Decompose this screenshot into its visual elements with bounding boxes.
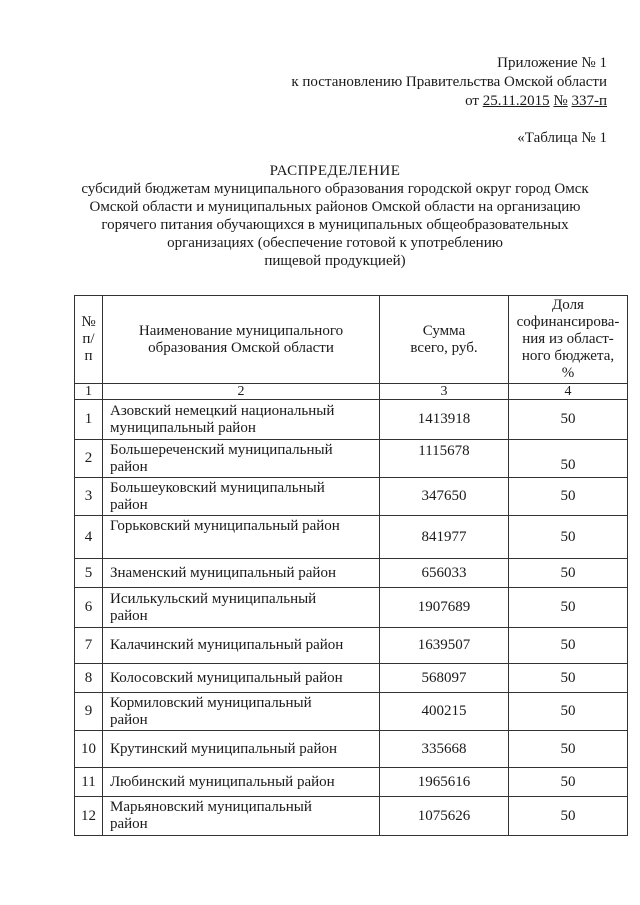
table-header-row <box>75 296 628 384</box>
appendix-line-1: Приложение № 1 <box>497 55 607 71</box>
row-num: 5 <box>75 559 103 588</box>
row-sum: 1965616 <box>380 768 509 797</box>
row-share: 50 <box>509 516 628 559</box>
row-name: Любинский муниципальный район <box>103 768 380 797</box>
row-sum: 1639507 <box>380 628 509 664</box>
row-sum: 335668 <box>380 731 509 768</box>
document-title <box>70 162 600 270</box>
column-number: 1 <box>75 384 103 400</box>
appendix-from-label: от <box>465 93 479 109</box>
row-name: Большереченский муниципальный район <box>103 440 380 478</box>
table-row <box>75 588 628 628</box>
row-sum: 1907689 <box>380 588 509 628</box>
row-name: Горьковский муниципальный район <box>103 516 380 559</box>
row-num: 11 <box>75 768 103 797</box>
header-share: Доля софинансирова- ния из област- ного бюджета, % <box>509 296 628 384</box>
row-num: 4 <box>75 516 103 559</box>
row-sum: 656033 <box>380 559 509 588</box>
header-sum: Сумма всего, руб. <box>380 296 509 384</box>
row-sum: 347650 <box>380 478 509 516</box>
column-number: 3 <box>380 384 509 400</box>
appendix-block <box>291 54 607 111</box>
row-share: 50 <box>509 731 628 768</box>
row-num: 10 <box>75 731 103 768</box>
row-num: 1 <box>75 400 103 440</box>
row-name: Исилькульский муниципальный район <box>103 588 380 628</box>
row-share: 50 <box>509 440 628 478</box>
row-share: 50 <box>509 768 628 797</box>
table-row <box>75 768 628 797</box>
table-row <box>75 731 628 768</box>
distribution-table <box>74 295 628 836</box>
table-label: «Таблица № 1 <box>517 130 607 146</box>
row-name: Азовский немецкий национальный муниципальный район <box>103 400 380 440</box>
row-num: 3 <box>75 478 103 516</box>
row-num: 2 <box>75 440 103 478</box>
appendix-number-sign: № <box>553 93 568 109</box>
row-sum: 1075626 <box>380 797 509 836</box>
appendix-date: 25.11.2015 <box>482 93 550 109</box>
row-name: Знаменский муниципальный район <box>103 559 380 588</box>
title-line-1: субсидий бюджетам муниципального образования городской округ город Омск <box>81 181 589 197</box>
appendix-number: 337-п <box>571 93 607 109</box>
row-sum: 841977 <box>380 516 509 559</box>
row-share: 50 <box>509 664 628 693</box>
row-num: 8 <box>75 664 103 693</box>
row-name: Колосовский муниципальный район <box>103 664 380 693</box>
table-row <box>75 440 628 478</box>
row-name: Крутинский муниципальный район <box>103 731 380 768</box>
title-line-3: горячего питания обучающихся в муниципальных общеобразовательных <box>101 217 569 233</box>
title-line-4: организациях (обеспечение готовой к употреблению <box>167 235 503 251</box>
table-row <box>75 400 628 440</box>
table-row <box>75 516 628 559</box>
row-name: Большеуковский муниципальный район <box>103 478 380 516</box>
header-num: № п/ п <box>75 296 103 384</box>
table-row <box>75 664 628 693</box>
row-name: Кормиловский муниципальный район <box>103 693 380 731</box>
row-share: 50 <box>509 797 628 836</box>
title-line-2: Омской области и муниципальных районов Омской области на организацию <box>89 199 581 215</box>
appendix-line-3 <box>291 92 607 111</box>
column-number-row <box>75 384 628 400</box>
row-share: 50 <box>509 559 628 588</box>
row-share: 50 <box>509 588 628 628</box>
table-row <box>75 797 628 836</box>
column-number: 4 <box>509 384 628 400</box>
row-sum: 568097 <box>380 664 509 693</box>
row-share: 50 <box>509 693 628 731</box>
table-row <box>75 559 628 588</box>
row-sum: 1115678 <box>380 440 509 478</box>
table-row <box>75 628 628 664</box>
table-row <box>75 478 628 516</box>
title-heading: РАСПРЕДЕЛЕНИЕ <box>269 163 401 179</box>
row-share: 50 <box>509 400 628 440</box>
row-sum: 1413918 <box>380 400 509 440</box>
row-name: Калачинский муниципальный район <box>103 628 380 664</box>
row-sum: 400215 <box>380 693 509 731</box>
row-share: 50 <box>509 628 628 664</box>
row-num: 12 <box>75 797 103 836</box>
appendix-line-2: к постановлению Правительства Омской области <box>291 74 607 90</box>
row-share: 50 <box>509 478 628 516</box>
table-row <box>75 693 628 731</box>
row-num: 9 <box>75 693 103 731</box>
row-num: 7 <box>75 628 103 664</box>
title-line-5: пищевой продукцией) <box>264 253 406 269</box>
row-name: Марьяновский муниципальный район <box>103 797 380 836</box>
column-number: 2 <box>103 384 380 400</box>
row-num: 6 <box>75 588 103 628</box>
header-name: Наименование муниципального образования Омской области <box>103 296 380 384</box>
